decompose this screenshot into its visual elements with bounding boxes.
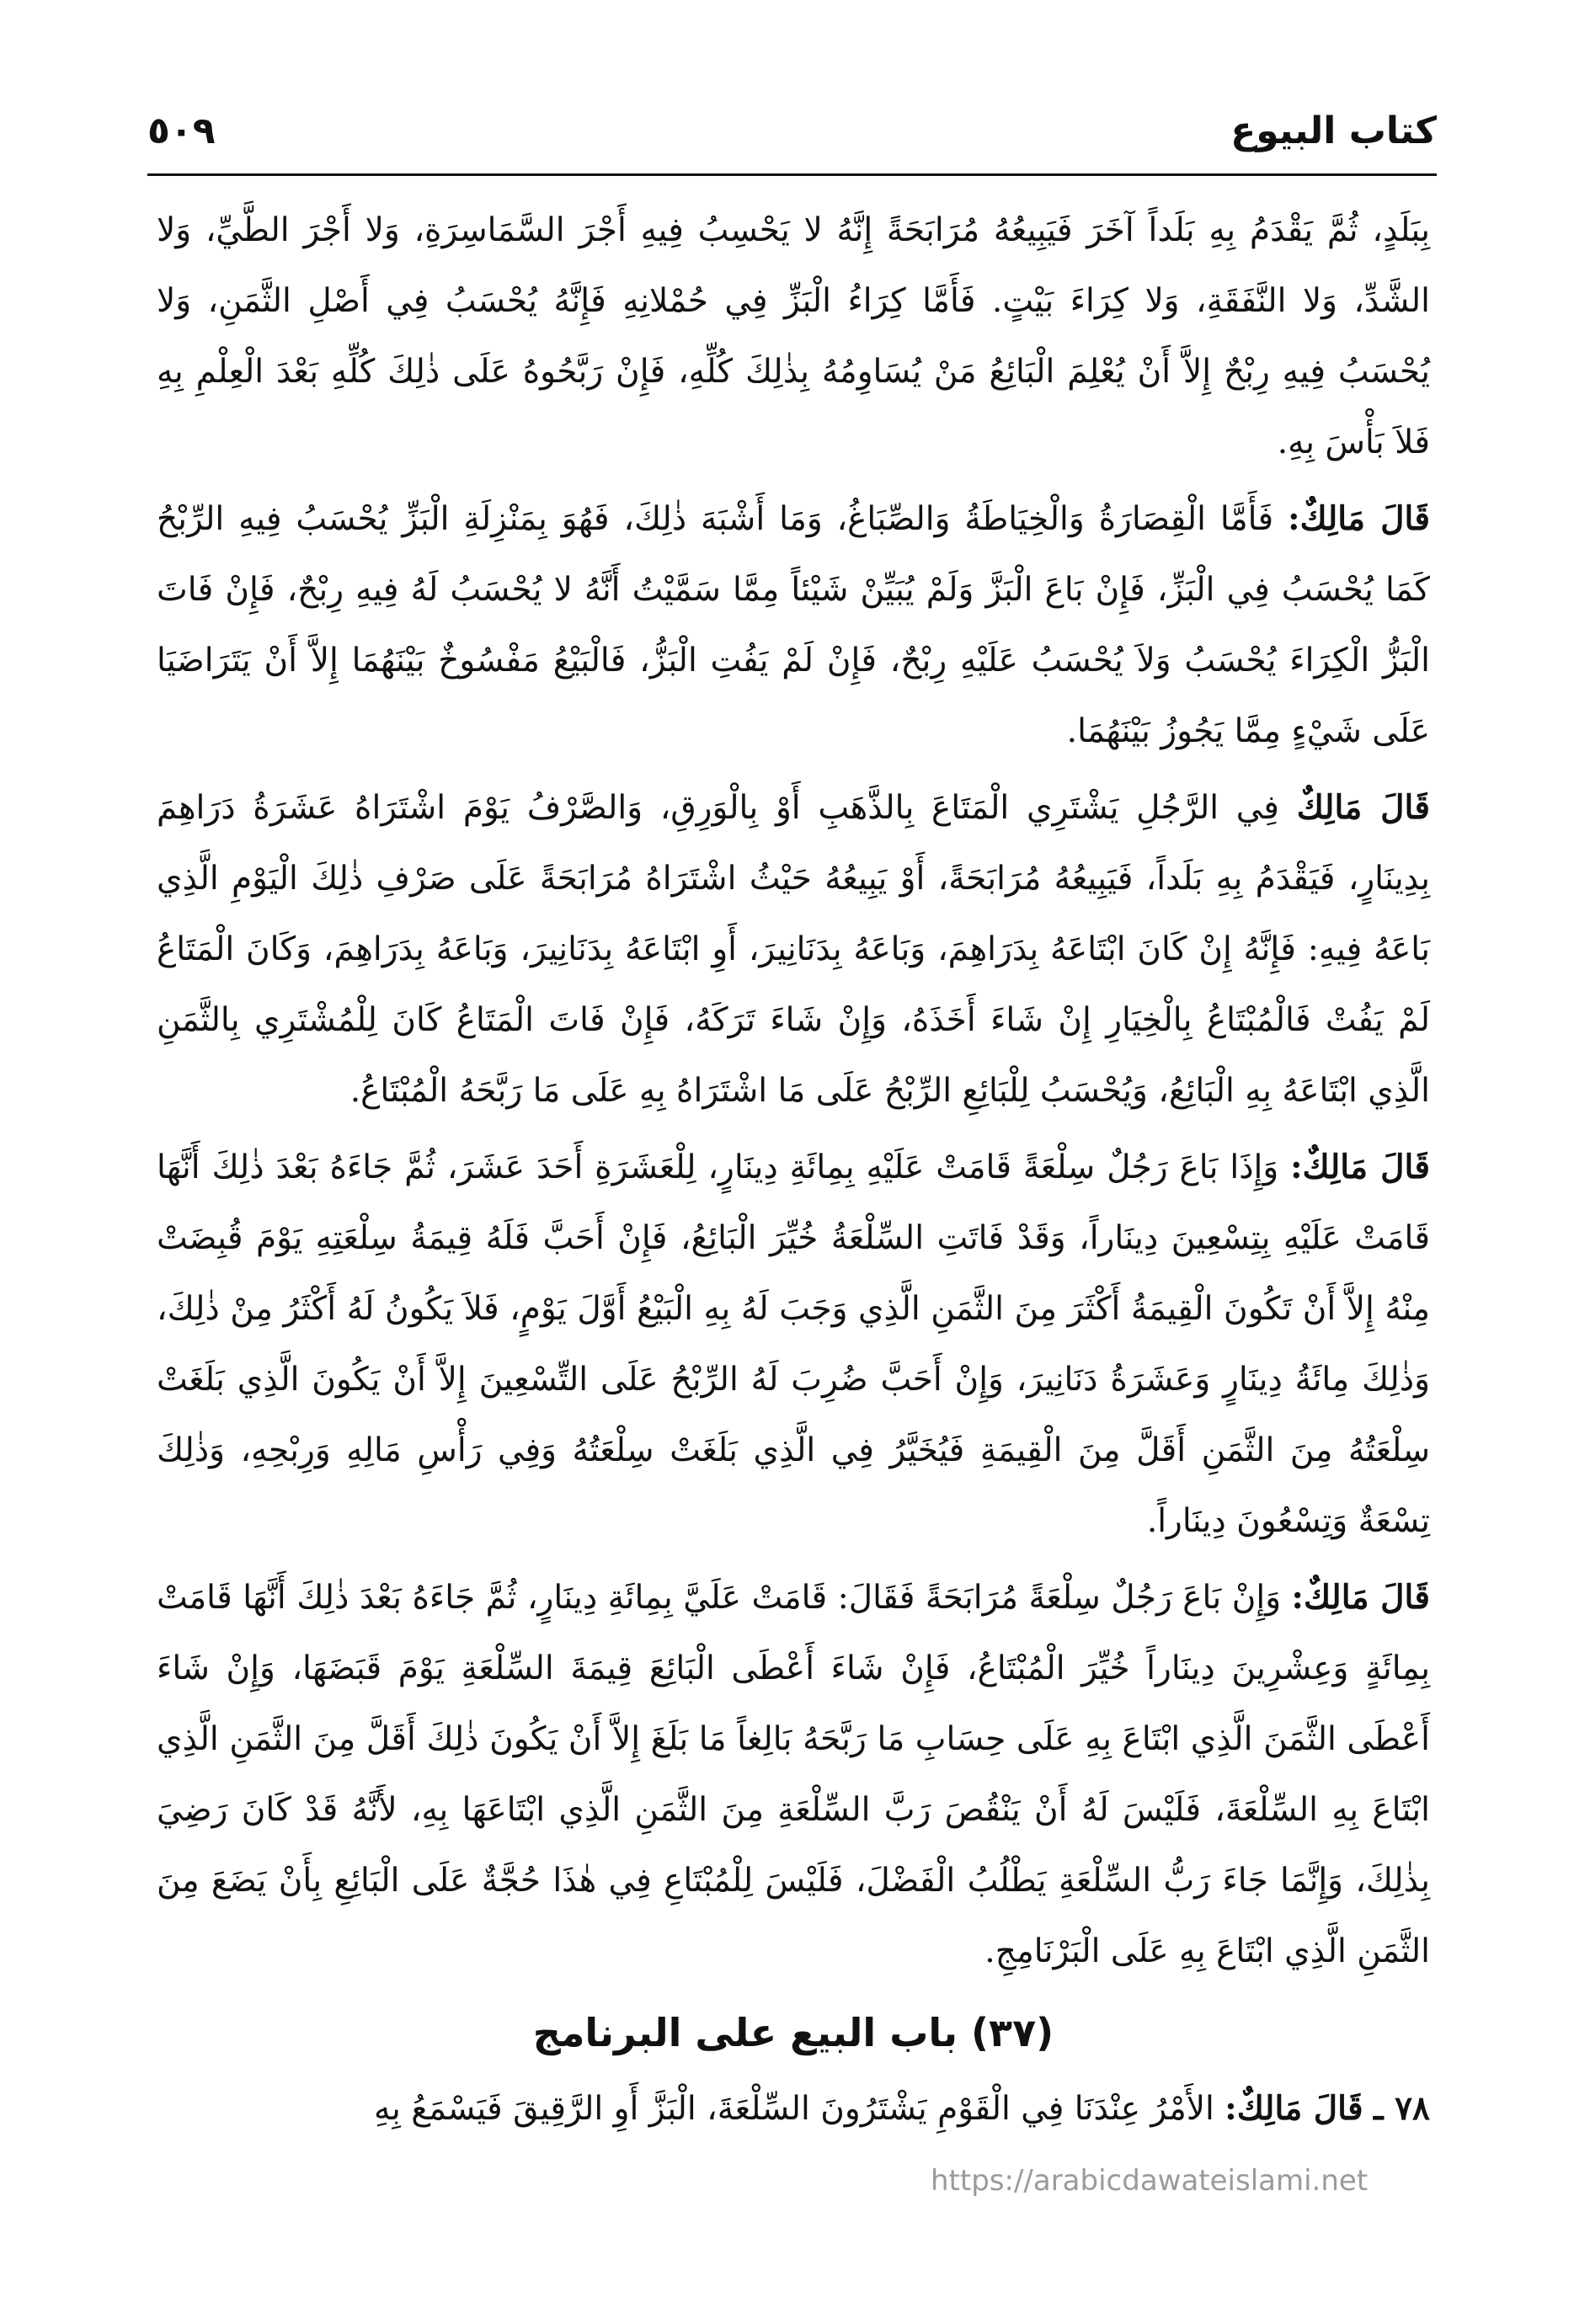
page-header bbox=[147, 109, 1437, 170]
entry-78 bbox=[157, 2073, 1430, 2145]
page-body bbox=[157, 195, 1430, 2145]
speaker-label: قَالَ مَالِكٌ: bbox=[1290, 1148, 1430, 1186]
paragraph bbox=[157, 483, 1430, 767]
paragraph bbox=[157, 1562, 1430, 1987]
entry-number: ٧٨ ـ bbox=[1374, 2089, 1430, 2128]
speaker-label: قَالَ مَالِكٌ: bbox=[1291, 1578, 1430, 1617]
paragraph-text: فِي الرَّجُلِ يَشْتَرِي الْمَتَاعَ بِالذَّهَبِ أَوْ بِالْوَرِقِ، وَالصَّرْفُ يَوْمَ اشْتَرَاهُ عَشَرَةُ دَرَاهِمَ بِدِينَارٍ، فَيَقْدَمُ بِهِ بَلَداً، فَيَبِيعُهُ مُرَابَحَةً، أَوْ يَبِيعُهُ حَيْثُ اشْتَرَاهُ مُرَابَحَةً عَلَى صَرْفِ ذٰلِكَ الْيَوْمِ الَّذِي بَاعَهُ فِيهِ: فَإِنَّهُ إِنْ كَانَ ابْتَاعَهُ بِدَرَاهِمَ، وَبَاعَهُ بِدَنَانِيرَ، أَوِ ابْتَاعَهُ بِدَنَانِيرَ، وَبَاعَهُ بِدَرَاهِمَ، وَكَانَ الْمَتَاعُ لَمْ يَفُتْ فَالْمُبْتَاعُ بِالْخِيَارِ إِنْ شَاءَ أَخَذَهُ، وَإِنْ شَاءَ تَرَكَهُ، فَإِنْ فَاتَ الْمَتَاعُ كَانَ لِلْمُشْتَرِي بِالثَّمَنِ الَّذِي ابْتَاعَهُ بِهِ الْبَائِعُ، وَيُحْسَبُ لِلْبَائِعِ الرِّبْحُ عَلَى مَا اشْتَرَاهُ بِهِ عَلَى مَا رَبَّحَهُ الْمُبْتَاعُ. bbox=[157, 789, 1430, 1110]
book-title: كتاب البيوع bbox=[1230, 109, 1437, 152]
paragraph-text: بِبَلَدٍ، ثُمَّ يَقْدَمُ بِهِ بَلَداً آخَرَ فَيَبِيعُهُ مُرَابَحَةً إِنَّهُ لا يَحْسِبُ فِيهِ أَجْرَ السَّمَاسِرَةِ، وَلا أَجْرَ الطَّيِّ، وَلا الشَّدِّ، وَلا النَّفَقَةِ، وَلا كِرَاءَ بَيْتٍ. فَأَمَّا كِرَاءُ الْبَزِّ فِي حُمْلانِهِ فَإِنَّهُ يُحْسَبُ فِي أَصْلِ الثَّمَنِ، وَلا يُحْسَبُ فِيهِ رِبْحٌ إِلاَّ أَنْ يُعْلِمَ الْبَائِعُ مَنْ يُسَاوِمُهُ بِذٰلِكَ كُلِّهِ، فَإِنْ رَبَّحُوهُ عَلَى ذٰلِكَ كُلِّهِ بَعْدَ الْعِلْمِ بِهِ فَلاَ بَأْسَ بِهِ. bbox=[157, 211, 1430, 461]
paragraph-text: وَإِذَا بَاعَ رَجُلٌ سِلْعَةً قَامَتْ عَلَيْهِ بِمِائَةِ دِينَارٍ، لِلْعَشَرَةِ أَحَدَ عَشَرَ، ثُمَّ جَاءَهُ بَعْدَ ذٰلِكَ أَنَّهَا قَامَتْ عَلَيْهِ بِتِسْعِينَ دِينَاراً، وَقَدْ فَاتَتِ السِّلْعَةُ خُيِّرَ الْبَائِعُ، فَإِنْ أَحَبَّ فَلَهُ قِيمَةُ سِلْعَتِهِ يَوْمَ قُبِضَتْ مِنْهُ إِلاَّ أَنْ تَكُونَ الْقِيمَةُ أَكْثَرَ مِنَ الثَّمَنِ الَّذِي وَجَبَ لَهُ بِهِ الْبَيْعُ أَوَّلَ يَوْمٍ، فَلاَ يَكُونُ لَهُ أَكْثَرُ مِنْ ذٰلِكَ، وَذٰلِكَ مِائَةُ دِينَارٍ وَعَشَرَةُ دَنَانِيرَ، وَإِنْ أَحَبَّ ضُرِبَ لَهُ الرِّبْحُ عَلَى التِّسْعِينَ إِلاَّ أَنْ يَكُونَ الَّذِي بَلَغَتْ سِلْعَتُهُ مِنَ الثَّمَنِ أَقَلَّ مِنَ الْقِيمَةِ فَيُخَيَّرُ فِي الَّذِي بَلَغَتْ سِلْعَتُهُ وَفِي رَأْسِ مَالِهِ وَرِبْحِهِ، وَذٰلِكَ تِسْعَةٌ وَتِسْعُونَ دِينَاراً. bbox=[157, 1149, 1430, 1540]
watermark-url: https://arabicdawateislami.net bbox=[931, 2164, 1369, 2198]
speaker-label: قَالَ مَالِكٌ: bbox=[1288, 499, 1430, 538]
page-number: ٥٠٩ bbox=[147, 109, 216, 152]
paragraph-text: وَإِنْ بَاعَ رَجُلٌ سِلْعَةً مُرَابَحَةً فَقَالَ: قَامَتْ عَلَيَّ بِمِائَةِ دِينَارٍ، ثُمَّ جَاءَهُ بَعْدَ ذٰلِكَ أَنَّهَا قَامَتْ بِمِائَةٍ وَعِشْرِينَ دِينَاراً خُيِّرَ الْمُبْتَاعُ، فَإِنْ شَاءَ أَعْطَى الْبَائِعَ قِيمَةَ السِّلْعَةِ يَوْمَ قَبَضَهَا، وَإِنْ شَاءَ أَعْطَى الثَّمَنَ الَّذِي ابْتَاعَ بِهِ عَلَى حِسَابِ مَا رَبَّحَهُ بَالِغاً مَا بَلَغَ إِلاَّ أَنْ يَكُونَ ذٰلِكَ أَقَلَّ مِنَ الثَّمَنِ الَّذِي ابْتَاعَ بِهِ السِّلْعَةَ، فَلَيْسَ لَهُ أَنْ يَنْقُصَ رَبَّ السِّلْعَةِ مِنَ الثَّمَنِ الَّذِي ابْتَاعَهَا بِهِ، لأَنَّهُ قَدْ كَانَ رَضِيَ بِذٰلِكَ، وَإِنَّمَا جَاءَ رَبُّ السِّلْعَةِ يَطْلُبُ الْفَضْلَ، فَلَيْسَ لِلْمُبْتَاعِ فِي هٰذَا حُجَّةٌ عَلَى الْبَائِعِ بِأَنْ يَضَعَ مِنَ الثَّمَنِ الَّذِي ابْتَاعَ بِهِ عَلَى الْبَرْنَامِجِ. bbox=[157, 1579, 1430, 1970]
speaker-label: قَالَ مَالِكٌ: bbox=[1225, 2089, 1363, 2128]
entry-text: الأَمْرُ عِنْدَنَا فِي الْقَوْمِ يَشْتَرُونَ السِّلْعَةَ، الْبَزَّ أَوِ الرَّقِيقَ فَيَسْمَعُ بِهِ bbox=[374, 2090, 1214, 2128]
paragraph bbox=[157, 195, 1430, 478]
header-rule bbox=[147, 173, 1437, 176]
speaker-label: قَالَ مَالِكٌ bbox=[1296, 788, 1430, 827]
paragraph bbox=[157, 1132, 1430, 1557]
paragraph bbox=[157, 772, 1430, 1127]
paragraph-text: فَأَمَّا الْقِصَارَةُ وَالْخِيَاطَةُ وَالصِّبَاغُ، وَمَا أَشْبَهَ ذٰلِكَ، فَهُوَ بِمَنْزِلَةِ الْبَزِّ يُحْسَبُ فِيهِ الرِّبْحُ كَمَا يُحْسَبُ فِي الْبَزِّ، فَإِنْ بَاعَ الْبَزَّ وَلَمْ يُبَيِّنْ شَيْئاً مِمَّا سَمَّيْتُ أَنَّهُ لا يُحْسَبُ لَهُ فِيهِ رِبْحٌ، فَإِنْ فَاتَ الْبَزُّ الْكِرَاءَ يُحْسَبُ وَلاَ يُحْسَبُ عَلَيْهِ رِبْحٌ، فَإِنْ لَمْ يَفُتِ الْبَزُّ، فَالْبَيْعُ مَفْسُوخٌ بَيْنَهُمَا إِلاَّ أَنْ يَتَرَاضَيَا عَلَى شَيْءٍ مِمَّا يَجُوزُ بَيْنَهُمَا. bbox=[157, 500, 1430, 750]
chapter-heading: (٣٧) باب البيع على البرنامج bbox=[532, 2010, 1054, 2055]
